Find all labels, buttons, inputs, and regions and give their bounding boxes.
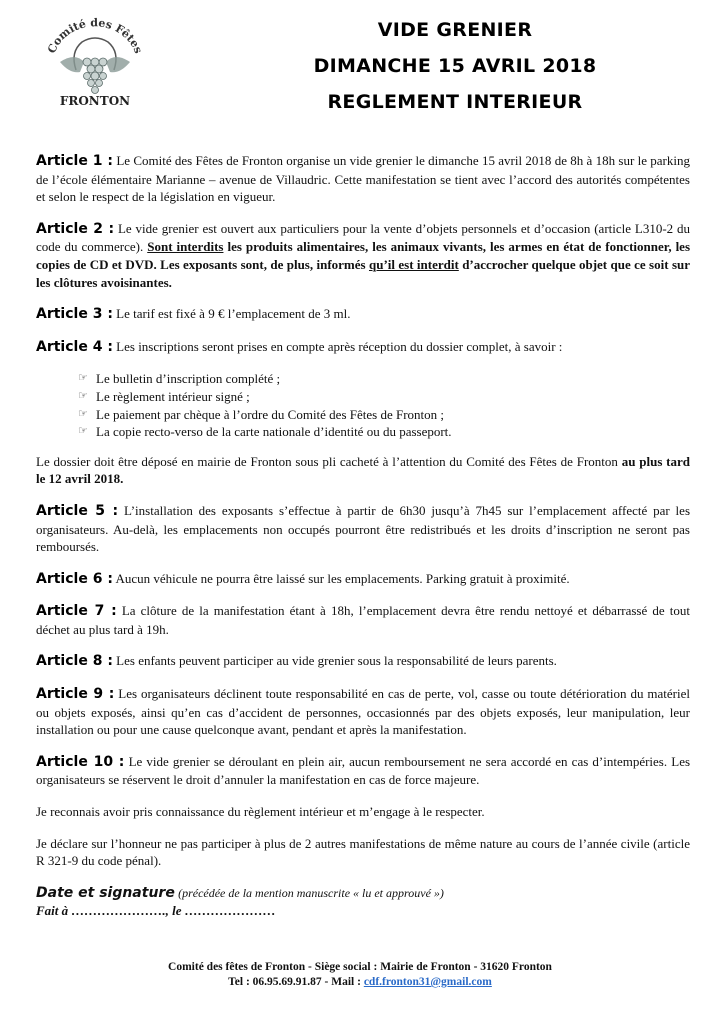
signature-block: [36, 884, 690, 920]
footer-address: Comité des fêtes de Fronton - Siège social : Mairie de Fronton - 31620 Fronton: [168, 961, 552, 973]
article-label: Article 9 :: [36, 686, 115, 703]
article-text: Les enfants peuvent participer au vide grenier sous la responsabilité de leurs parents.: [116, 653, 557, 669]
email-link[interactable]: cdf.fronton31@gmail.com: [363, 976, 492, 988]
pointing-hand-icon: ☞: [78, 389, 88, 402]
article-label: Article 8 :: [36, 653, 113, 670]
article-text: Les inscriptions seront prises en compte après réception du dossier complet, à savoir :: [116, 338, 563, 354]
document-title: REGLEMENT INTERIEUR: [327, 91, 583, 113]
list-item: ☞ Le bulletin d’inscription complété ;: [78, 371, 281, 387]
list-item: ☞ Le règlement intérieur signé ;: [78, 388, 250, 404]
article-2: [36, 220, 690, 291]
article-label: Article 4 :: [36, 338, 113, 355]
document-header: [240, 12, 670, 120]
article-text: La clôture de la manifestation étant à 18h, l’emplacement devra être rendu nettoyé et débarrassé de tout déchet au plus tard à 19h.: [36, 603, 691, 637]
acknowledgement: Je reconnais avoir pris connaissance du règlement intérieur et m’engage à le respecter.: [36, 804, 485, 820]
article-7: [36, 602, 690, 638]
event-date: DIMANCHE 15 AVRIL 2018: [313, 55, 597, 77]
pointing-hand-icon: ☞: [78, 425, 88, 438]
article-text: L’installation des exposants s’effectue à partir de 6h30 jusqu’à 7h45 sur l’emplacement affecté par les organisateurs. Au-delà, les emplacements non occupés pourront être redistribués et les droits d’inscription ne seront pas remboursés.: [36, 502, 690, 555]
emphasis-prohibited: Sont interdits: [147, 239, 224, 255]
article-text: Le vide grenier est ouvert aux particuliers pour la vente d’objets personnels et d’occasion (article L310-2 du code du commerce).: [36, 220, 690, 255]
article-9: [36, 685, 690, 739]
signature-place-date-field[interactable]: Fait à …………………., le …………………: [36, 903, 276, 919]
article-label: Article 2 :: [36, 220, 115, 237]
article-1: [36, 152, 690, 206]
required-documents-list: [36, 370, 690, 440]
footer: [100, 960, 620, 990]
article-5: [36, 502, 690, 556]
article-10: [36, 753, 690, 789]
signature-label: Date et signature: [36, 884, 175, 901]
article-8: [36, 652, 690, 671]
grape-cluster-emblem-icon: [40, 12, 150, 108]
article-label: Article 10 :: [36, 753, 125, 770]
article-text: Les organisateurs déclinent toute responsabilité en cas de perte, vol, casse ou toute détérioration du matériel ou objets exposés, ainsi qu’en cas d’accident de personnes, occasionnés par des objets exposés, leur manipulation, leur installation ou pour une cause quelconque avant, pendant et après la manifestation.: [36, 686, 690, 738]
deadline-note: Le dossier doit être déposé en mairie de Fronton sous pli cacheté à l’attention du Comité des Fêtes de Fronton au plus tard le 12 avril 2018.: [36, 453, 691, 487]
pointing-hand-icon: ☞: [78, 407, 88, 420]
signature-note: (précédée de la mention manuscrite « lu et approuvé »): [178, 885, 444, 900]
footer-contact: Tel : 06.95.69.91.87 - Mail : cdf.fronton31@gmail.com: [228, 976, 492, 988]
deadline-date: au plus tard le 12 avril 2018.: [36, 453, 691, 487]
svg-text:Comité des Fêtes: Comité des Fêtes: [45, 16, 145, 56]
emphasis-forbidden: qu’il est interdit: [368, 256, 459, 272]
article-text: Le Comité des Fêtes de Fronton organise un vide grenier le dimanche 15 avril 2018 de 8h à 18h sur le parking de l’école élémentaire Marianne – avenue de Villaudric. Cette manifestation se tient avec l’accord des autorités compétentes et selon le respect de la législation en vigueur.: [36, 153, 690, 205]
honor-declaration: Je déclare sur l’honneur ne pas participer à plus de 2 autres manifestations de même nature au cours de l’année civile (article R 321-9 du code pénal).: [36, 835, 690, 869]
article-4: [36, 338, 690, 357]
article-3: [36, 305, 690, 324]
article-label: Article 6 :: [36, 570, 113, 587]
article-text: Aucun véhicule ne pourra être laissé sur les emplacements. Parking gratuit à proximité.: [115, 570, 570, 586]
article-label: Article 5 :: [36, 502, 119, 519]
article-text: Le vide grenier se déroulant en plein air, aucun remboursement ne sera accordé en cas d’intempéries. Les organisateurs se réservent le droit d’annuler la manifestation en cas de force majeure.: [36, 753, 691, 788]
list-item: ☞ Le paiement par chèque à l’ordre du Comité des Fêtes de Fronton ;: [78, 406, 445, 422]
article-text: Le tarif est fixé à 9 € l’emplacement de 3 ml.: [116, 306, 351, 322]
comite-des-fetes-logo: [40, 12, 150, 108]
event-title: VIDE GRENIER: [377, 19, 533, 41]
pointing-hand-icon: ☞: [78, 372, 88, 385]
article-label: Article 3 :: [36, 306, 113, 323]
svg-text:FRONTON: FRONTON: [59, 94, 131, 108]
article-label: Article 1 :: [36, 153, 114, 169]
rules-body: [36, 152, 690, 920]
fence-rule: d’accrocher quelque objet que ce soit sur les clôtures avoisinantes.: [36, 256, 691, 290]
article-6: [36, 570, 690, 589]
list-item: ☞ La copie recto-verso de la carte nationale d’identité ou du passeport.: [78, 424, 452, 440]
article-label: Article 7 :: [36, 603, 117, 620]
prohibited-items: les produits alimentaires, les animaux vivants, les armes en état de fonctionner, les copies de CD et DVD. Les exposants sont, de plus, informés: [36, 239, 691, 272]
